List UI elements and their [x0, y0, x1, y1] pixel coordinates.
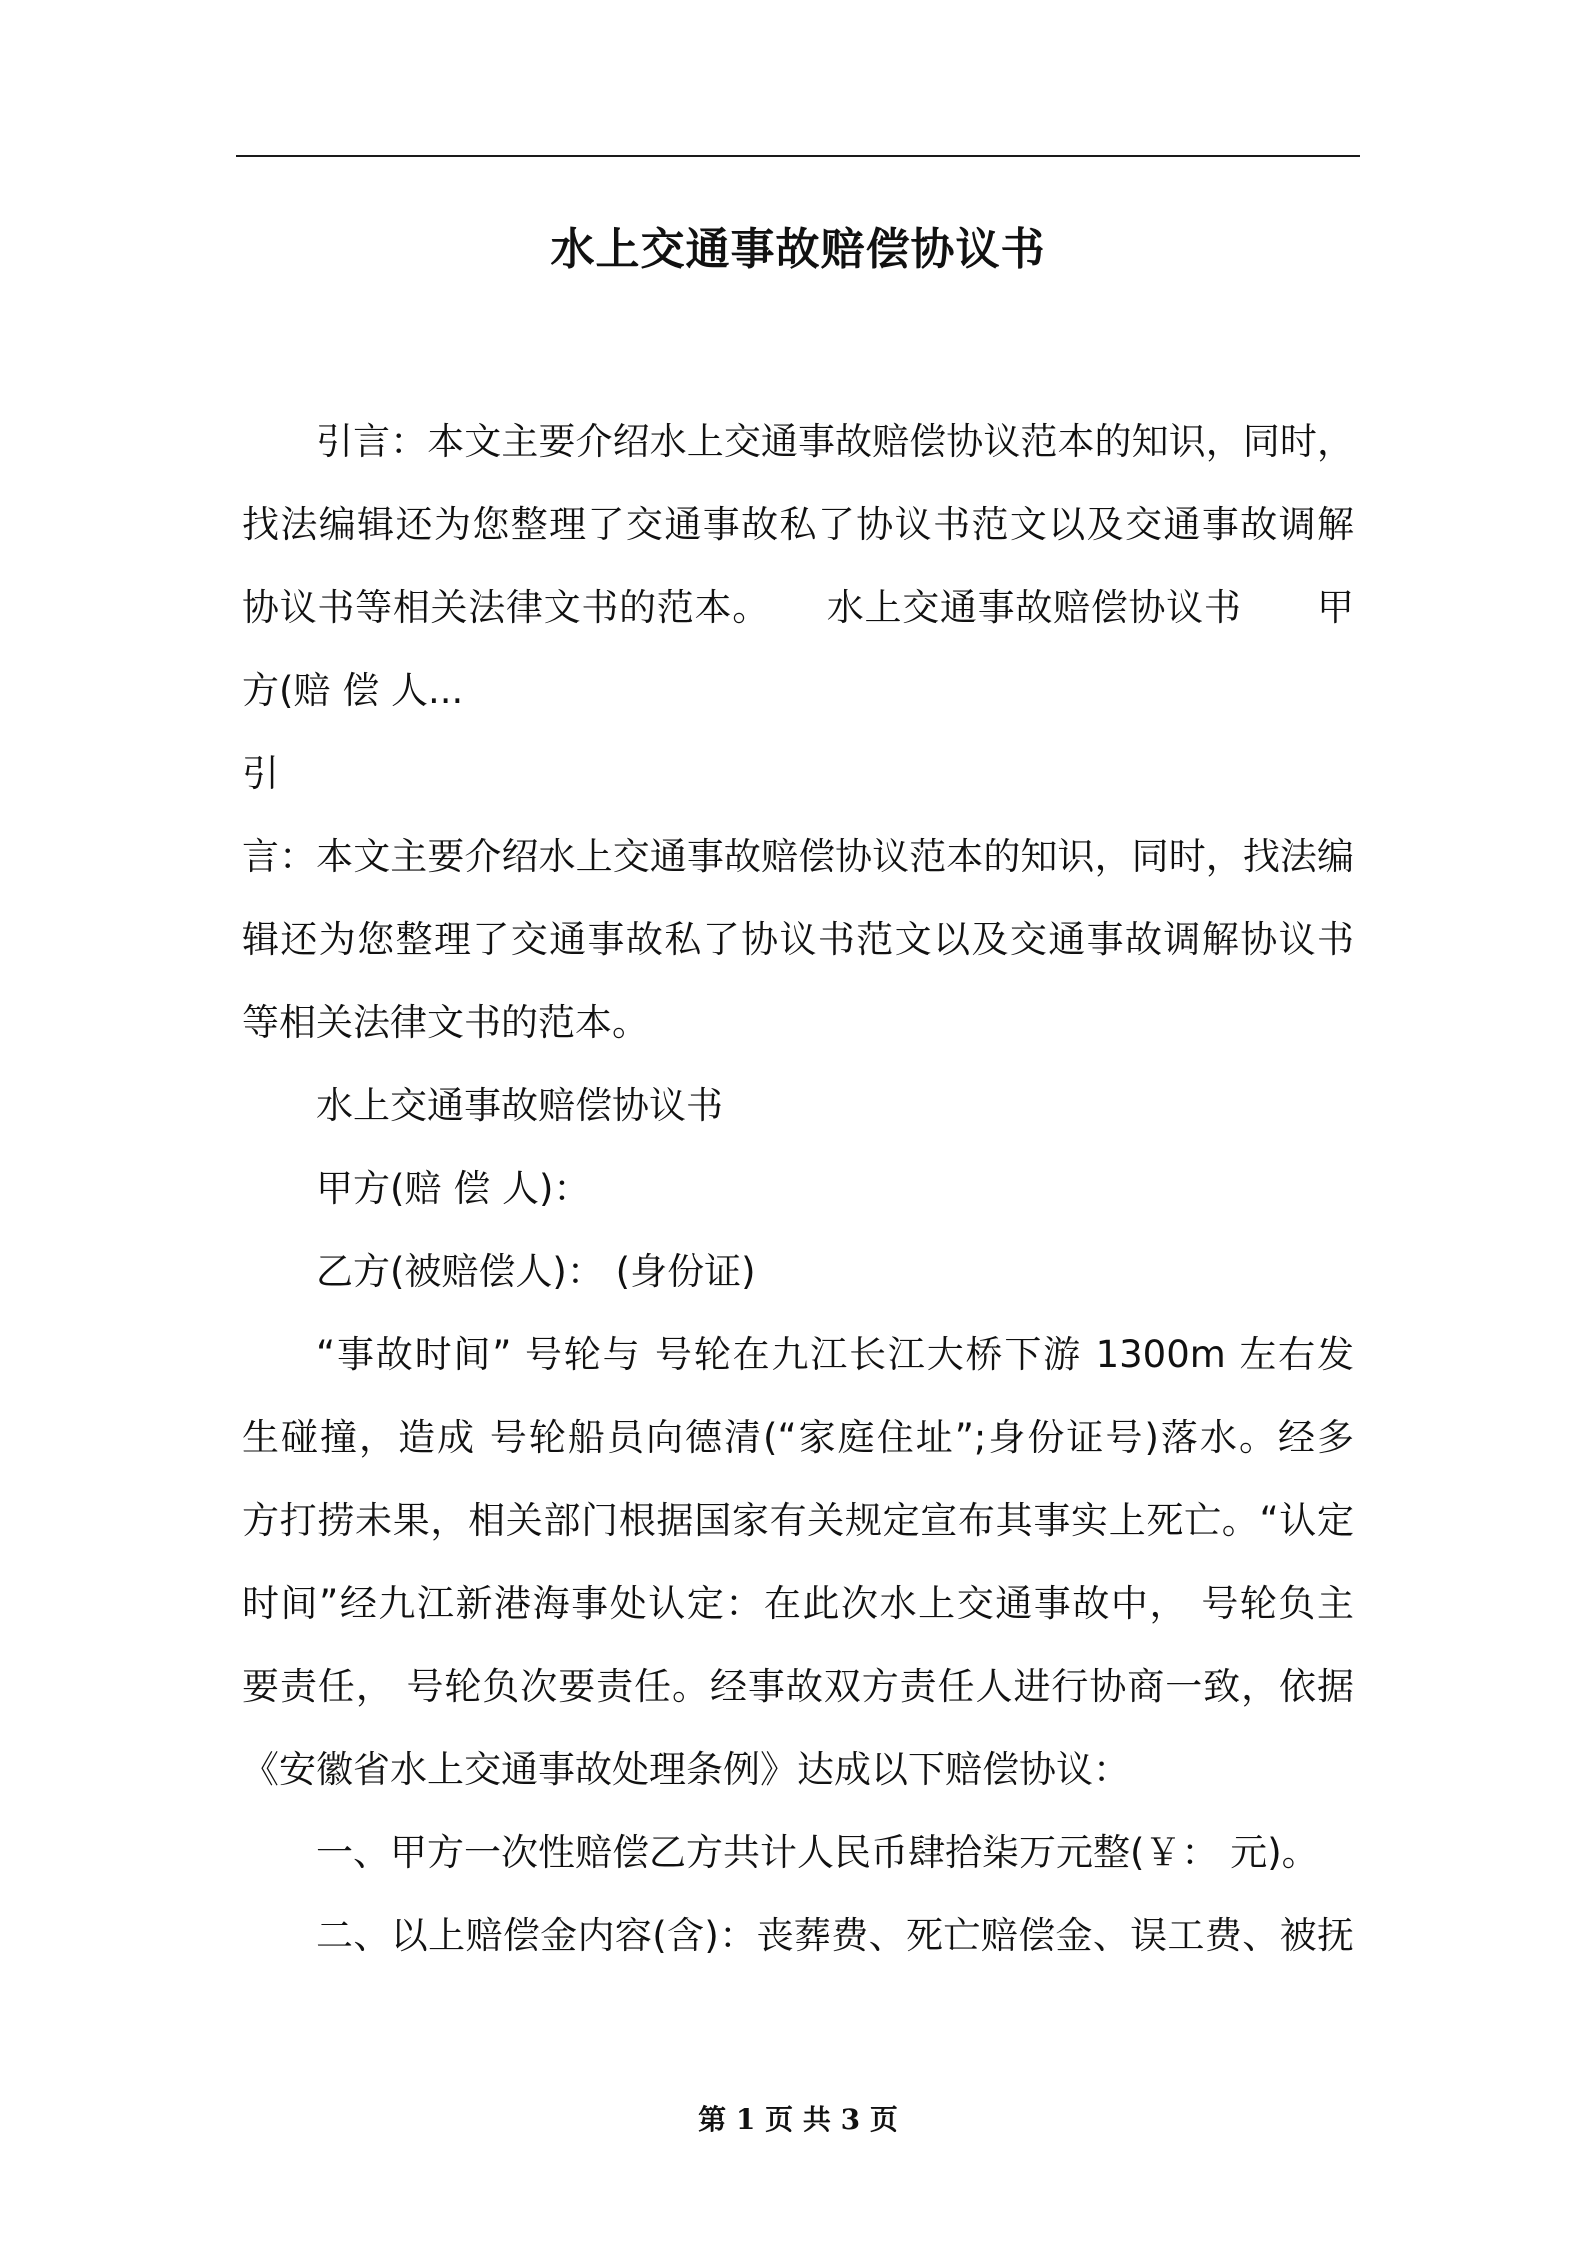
- facts-line-1: “事故时间” 号轮与 号轮在九江长江大桥下游 1300m 左右发: [316, 1333, 1354, 1376]
- clause-2-paragraph: [242, 1894, 1354, 1977]
- clause-2-line-1: 二、以上赔偿金内容(含)：丧葬费、死亡赔偿金、误工费、被抚: [316, 1914, 1354, 1957]
- repeat-intro-line-2: 言：本文主要介绍水上交通事故赔偿协议范本的知识，同时，找法编: [242, 835, 1354, 878]
- facts-paragraph: [242, 1313, 1354, 1811]
- repeat-intro-line-4: 等相关法律文书的范本。: [242, 1001, 649, 1044]
- party-b-line: 乙方(被赔偿人)： (身份证): [316, 1250, 756, 1293]
- header-rule: [236, 155, 1360, 157]
- document-title: 水上交通事故赔偿协议书: [550, 224, 1046, 275]
- repeat-intro-line-1: 引: [242, 752, 279, 795]
- facts-line-4: 时间”经九江新港海事处认定：在此次水上交通事故中， 号轮负主: [242, 1582, 1354, 1625]
- repeat-intro-paragraph: [242, 732, 1354, 1064]
- facts-line-2: 生碰撞，造成 号轮船员向德清(“家庭住址”;身份证号)落水。经多: [242, 1416, 1354, 1459]
- facts-line-3: 方打捞未果，相关部门根据国家有关规定宣布其事实上死亡。“认定: [242, 1499, 1354, 1542]
- repeat-intro-line-3: 辑还为您整理了交通事故私了协议书范文以及交通事故调解协议书: [242, 918, 1354, 961]
- document-body: [242, 400, 1354, 1977]
- facts-line-5: 要责任， 号轮负次要责任。经事故双方责任人进行协商一致，依据: [242, 1665, 1354, 1708]
- page-number-footer: 第 1 页 共 3 页: [698, 2103, 898, 2136]
- facts-line-6: 《安徽省水上交通事故处理条例》达成以下赔偿协议：: [242, 1748, 1130, 1791]
- intro-line-1: 引言：本文主要介绍水上交通事故赔偿协议范本的知识，同时，: [316, 420, 1354, 463]
- agreement-subtitle: 水上交通事故赔偿协议书: [316, 1084, 723, 1127]
- clause-1: 一、甲方一次性赔偿乙方共计人民币肆拾柒万元整(￥： 元)。: [316, 1831, 1319, 1874]
- party-a-line: 甲方(赔 偿 人)：: [316, 1167, 591, 1210]
- intro-line-4: 方(赔 偿 人...: [242, 669, 464, 712]
- intro-line-2: 找法编辑还为您整理了交通事故私了协议书范文以及交通事故调解: [242, 503, 1354, 546]
- intro-line-3: 协议书等相关法律文书的范本。 水上交通事故赔偿协议书 甲: [242, 586, 1354, 629]
- intro-paragraph: [242, 400, 1354, 732]
